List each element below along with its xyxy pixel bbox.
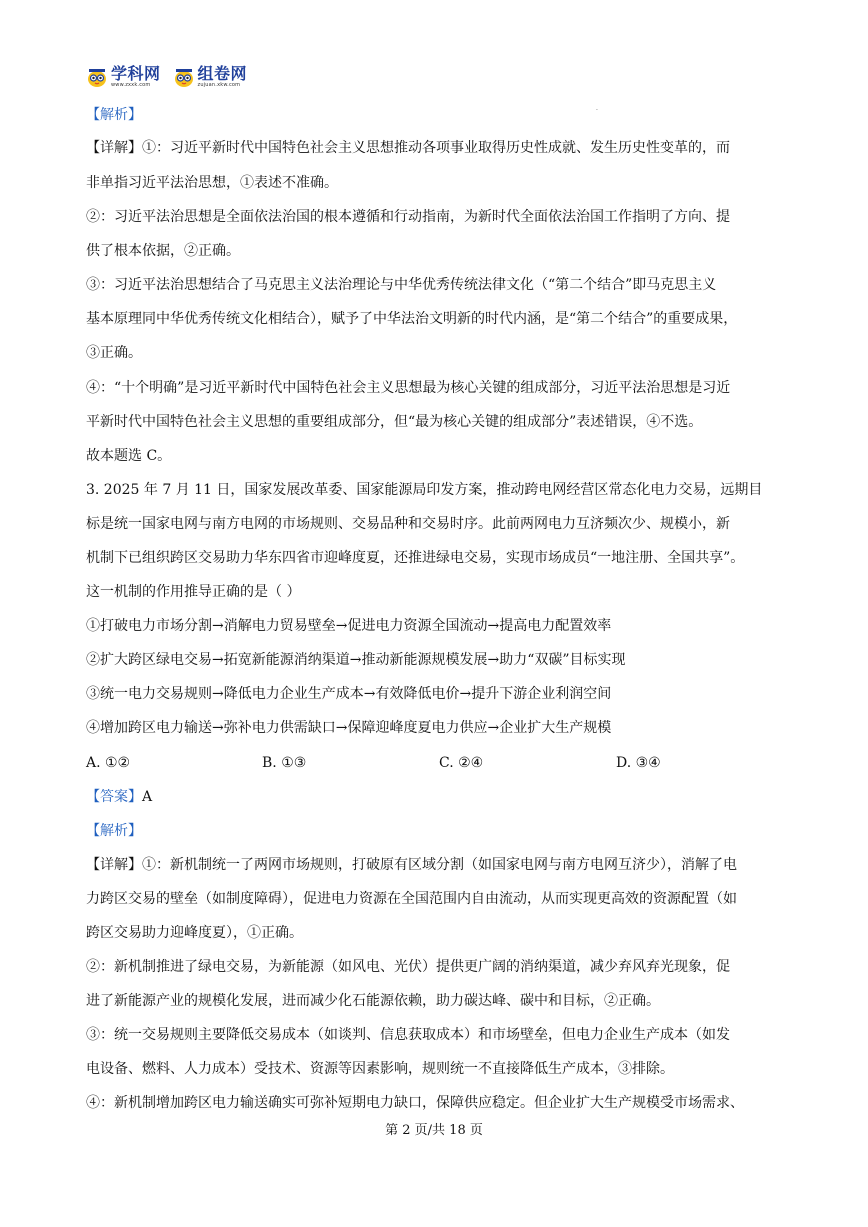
line-text: 跨区交易助力迎峰度夏），①正确。 xyxy=(86,925,303,941)
line-text: 平新时代中国特色社会主义思想的重要组成部分，但“最为核心关键的组成部分”表述错误，④不选。 xyxy=(86,414,703,430)
line-text: 力跨区交易的壁垒（如制度障碍），促进电力资源在全国范围内自由流动，从而实现更高效的资源配置（如 xyxy=(86,891,737,907)
section-tag: 【解析】 xyxy=(86,107,142,123)
line-text: ①：新机制统一了两网市场规则，打破原有区域分割（如国家电网与南方电网互济少），消解了电 xyxy=(142,857,737,873)
text-line xyxy=(86,991,660,1011)
logo-xuekewang-url: www.zxxk.com xyxy=(111,82,151,88)
question-stem-line xyxy=(86,514,730,534)
text-line xyxy=(86,207,730,227)
line-text: ④：“十个明确”是习近平新时代中国特色社会主义思想最为核心关键的组成部分，习近平法治思想是习近 xyxy=(86,380,731,396)
section-tag: 【详解】 xyxy=(86,857,142,873)
line-text: ③正确。 xyxy=(86,345,142,361)
text-line xyxy=(86,241,240,261)
text-line xyxy=(86,378,730,398)
text-line xyxy=(86,855,737,875)
text-line xyxy=(86,309,737,329)
line-text: 基本原理同中华优秀传统文化相结合），赋予了中华法治文明新的时代内涵，是“第二个结合”的重要成果， xyxy=(86,311,738,327)
text-line xyxy=(86,1025,730,1045)
text-line xyxy=(86,889,737,909)
statement-item xyxy=(86,616,611,636)
page-number: 第 2 页/共 18 页 xyxy=(385,1123,483,1138)
text-line xyxy=(86,923,303,943)
line-text: ①：习近平新时代中国特色社会主义思想推动各项事业取得历史性成就、发生历史性变革的，而 xyxy=(142,140,730,156)
line-text: ③统一电力交易规则→降低电力企业生产成本→有效降低电价→提升下游企业利润空间 xyxy=(86,686,612,702)
logo-zujuanwang-url: zujuan.xkw.com xyxy=(197,82,241,88)
option-c: C. ②④ xyxy=(439,755,484,771)
line-text: ④增加跨区电力输送→弥补电力供需缺口→保障迎峰度夏电力供应→企业扩大生产规模 xyxy=(86,720,612,736)
line-text: ③：统一交易规则主要降低交易成本（如谈判、信息获取成本）和市场壁垒，但电力企业生产成本（如发 xyxy=(86,1027,730,1043)
logo-xuekewang[interactable] xyxy=(86,66,161,88)
line-text: ①打破电力市场分割→消解电力贸易壁垒→促进电力资源全国流动→提高电力配置效率 xyxy=(86,618,612,634)
question-stem-line xyxy=(86,480,762,500)
line-text: 标是统一国家电网与南方电网的市场规则、交易品种和交易时序。此前两网电力互济频次少、规模小，新 xyxy=(86,516,730,532)
question-stem-line xyxy=(86,582,300,602)
text-line xyxy=(86,821,142,841)
line-text: ②：习近平法治思想是全面依法治国的根本遵循和行动指南，为新时代全面依法治国工作指明了方向、提 xyxy=(86,209,730,225)
text-line xyxy=(86,412,702,432)
line-text: ④：新机制增加跨区电力输送确实可弥补短期电力缺口，保障供应稳定。但企业扩大生产规模受市场需求、 xyxy=(86,1095,744,1111)
logo-zujuanwang-name: 组卷网 xyxy=(197,64,248,83)
line-text: 供了根本依据，②正确。 xyxy=(86,243,240,259)
line-text: ③：习近平法治思想结合了马克思主义法治理论与中华优秀传统法律文化（“第二个结合”即马克思主义 xyxy=(86,277,717,293)
text-line xyxy=(86,1059,674,1079)
owl-mascot-icon xyxy=(173,66,195,88)
text-line xyxy=(86,173,338,193)
text-line xyxy=(86,105,142,125)
line-text: 进了新能源产业的规模化发展，进而减少化石能源依赖，助力碳达峰、碳中和目标，②正确。 xyxy=(86,993,660,1009)
line-text: 故本题选 C。 xyxy=(86,448,172,464)
option-d: D. ③④ xyxy=(616,755,661,771)
question-stem-line xyxy=(86,548,744,568)
line-text: 这一机制的作用推导正确的是（ ） xyxy=(86,584,301,600)
stray-mark: . xyxy=(596,105,598,112)
option-b: B. ①③ xyxy=(262,755,307,771)
logo-xuekewang-name: 学科网 xyxy=(111,64,161,83)
text-line xyxy=(86,1093,744,1113)
header-logos xyxy=(86,62,247,92)
text-line xyxy=(86,275,716,295)
line-text: 电设备、燃料、人力成本）受技术、资源等因素影响，规则统一不直接降低生产成本，③排除。 xyxy=(86,1061,674,1077)
statement-item xyxy=(86,684,611,704)
answer-tag: 【答案】 xyxy=(86,789,142,805)
option-a: A. ①② xyxy=(86,755,131,771)
line-text: 机制下已组织跨区交易助力华东四省市迎峰度夏，还推进绿电交易，实现市场成员“一地注册、全国共享”。 xyxy=(86,550,745,566)
line-text: 非单指习近平法治思想，①表述不准确。 xyxy=(86,175,338,191)
text-line xyxy=(86,138,730,158)
text-line xyxy=(86,343,142,363)
line-text: 3. 2025 年 7 月 11 日，国家发展改革委、国家能源局印发方案，推动跨电网经营区常态化电力交易，远期目 xyxy=(86,482,763,498)
section-tag: 【解析】 xyxy=(86,823,142,839)
answer-value: A xyxy=(142,789,153,805)
statement-item xyxy=(86,650,626,670)
line-text: ②：新机制推进了绿电交易，为新能源（如风电、光伏）提供更广阔的消纳渠道，减少弃风弃光现象，促 xyxy=(86,959,730,975)
statement-item xyxy=(86,718,611,738)
line-text: ②扩大跨区绿电交易→拓宽新能源消纳渠道→推动新能源规模发展→助力“双碳”目标实现 xyxy=(86,652,626,668)
text-line xyxy=(86,446,171,466)
section-tag: 【详解】 xyxy=(86,140,142,156)
logo-zujuanwang[interactable] xyxy=(173,66,248,88)
text-line xyxy=(86,957,730,977)
answer-line xyxy=(86,787,152,807)
answer-options xyxy=(86,753,806,773)
owl-mascot-icon xyxy=(86,66,108,88)
